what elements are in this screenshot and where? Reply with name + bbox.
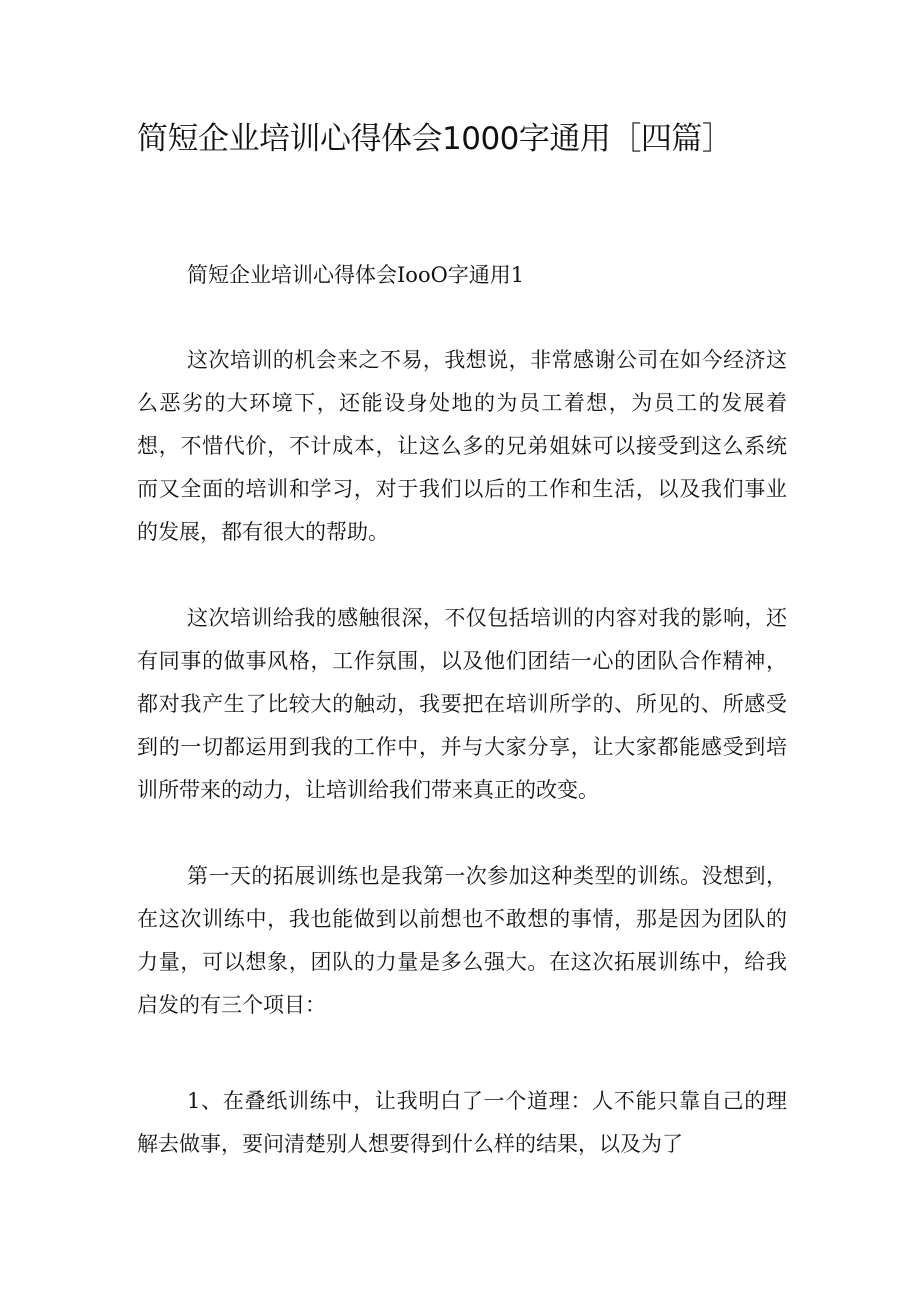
- document-title: 简短企业培训心得体会1000字通用［四篇］: [137, 121, 733, 157]
- section-subtitle: 简短企业培训心得体会IooO字通用1: [187, 263, 525, 287]
- paragraph-4: 1、在叠纸训练中，让我明白了一个道理：人不能只靠自己的理解去做事，要问清楚别人想要得到什么样的结果，以及为了: [137, 1089, 787, 1156]
- paragraph-3: 第一天的拓展训练也是我第一次参加这种类型的训练。没想到，在这次训练中，我也能做到以前想也不敢想的事情，那是因为团队的力量，可以想象，团队的力量是多么强大。在这次拓展训练中，给我启发的有三个项目：: [137, 864, 787, 1017]
- paragraph-1: 这次培训的机会来之不易，我想说，非常感谢公司在如今经济这么恶劣的大环境下，还能设身处地的为员工着想，为员工的发展着想，不惜代价，不计成本，让这么多的兄弟姐妹可以接受到这么系统而又全面的培训和学习，对于我们以后的工作和生活，以及我们事业的发展，都有很大的帮助。: [137, 348, 787, 544]
- paragraph-2: 这次培训给我的感触很深，不仅包括培训的内容对我的影响，还有同事的做事风格，工作氛围，以及他们团结一心的团队合作精神，都对我产生了比较大的触动，我要把在培训所学的、所见的、所感受到的一切都运用到我的工作中，并与大家分享，让大家都能感受到培训所带来的动力，让培训给我们带来真正的改变。: [137, 606, 787, 802]
